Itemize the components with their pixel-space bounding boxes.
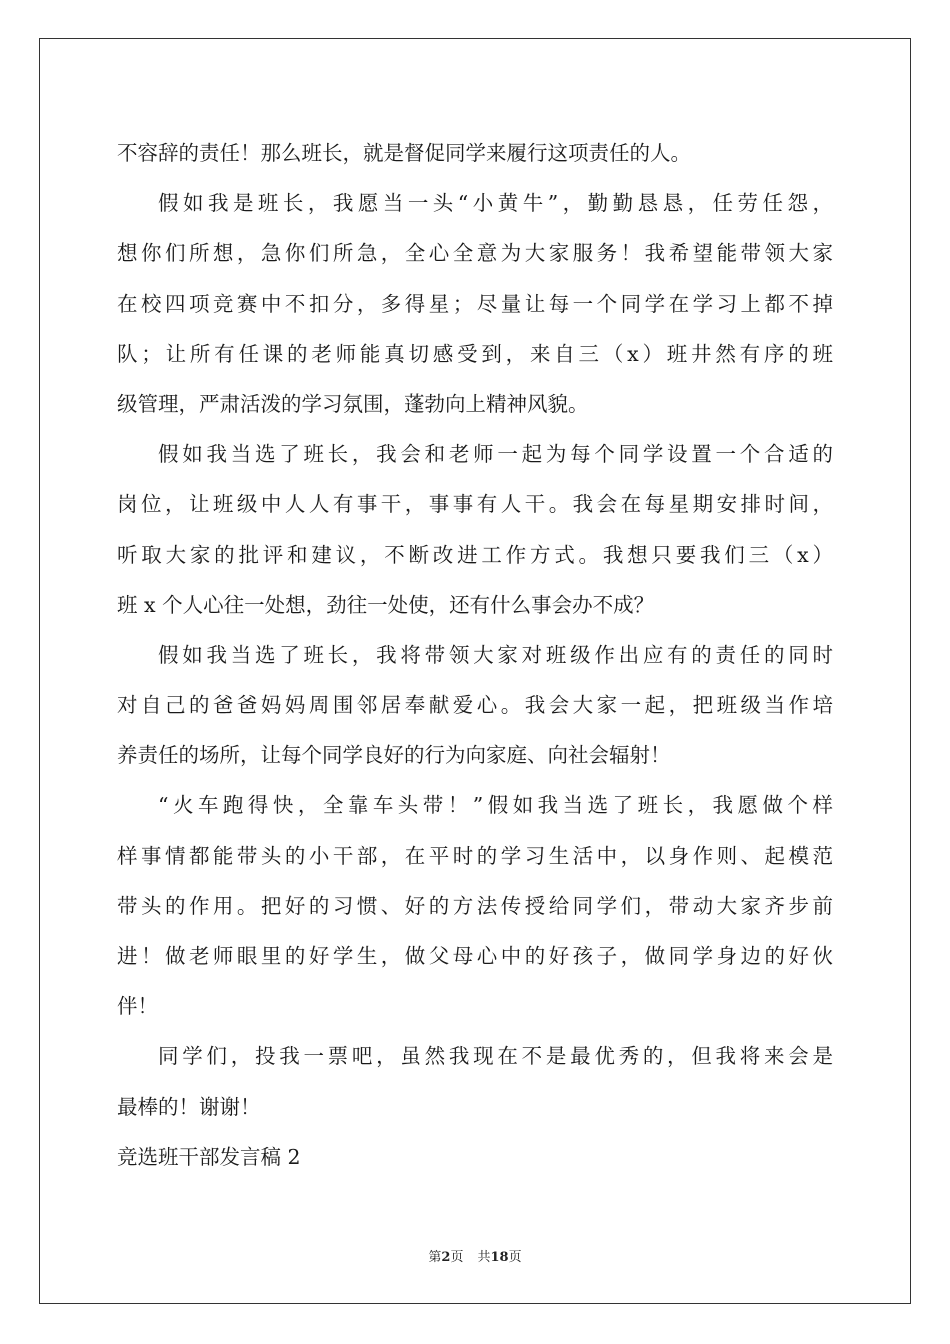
paragraph-start-line: “火车跑得快，全靠车头带！”假如我当选了班长，我愿做个样 — [158, 793, 833, 818]
page-suffix: 页 — [450, 1250, 464, 1265]
paragraph-start-line: 同学们，投我一票吧，虽然我现在不是最优秀的，但我将来会是 — [158, 1044, 833, 1069]
text-line: 养责任的场所，让每个同学良好的行为向家庭、向社会辐射！ — [117, 743, 671, 768]
paragraph-start-line: 假如我当选了班长，我将带领大家对班级作出应有的责任的同时 — [158, 642, 833, 667]
text-line: 进！做老师眼里的好学生，做父母心中的好孩子，做同学身边的好伙 — [117, 944, 833, 968]
page-prefix: 第 — [428, 1250, 442, 1265]
document-body — [117, 128, 833, 1182]
text-line: 伴！ — [117, 994, 158, 1019]
text-line: 队；让所有任课的老师能真切感受到，来自三（x）班井然有序的班 — [117, 341, 833, 366]
total-pages: 18 — [490, 1250, 509, 1265]
text-line: 想你们所想，急你们所急，全心全意为大家服务！我希望能带领大家 — [117, 241, 833, 266]
text-line: 级管理，严肃活泼的学习氛围，蓬勃向上精神风貌。 — [117, 391, 589, 416]
text-line: 不容辞的责任！那么班长，就是督促同学来履行这项责任的人。 — [117, 141, 691, 165]
text-line: 带头的作用。把好的习惯、好的方法传授给同学们，带动大家齐步前 — [117, 893, 833, 918]
text-line: 样事情都能带头的小干部，在平时的学习生活中，以身作则、起模范 — [117, 843, 833, 868]
paragraph-start-line: 假如我当选了班长，我会和老师一起为每个同学设置一个合适的 — [158, 442, 833, 467]
text-line: 最棒的！谢谢！ — [117, 1094, 261, 1119]
page-footer — [0, 1246, 950, 1265]
total-suffix: 页 — [508, 1250, 522, 1265]
total-prefix: 共 — [477, 1250, 491, 1265]
text-line: 对自己的爸爸妈妈周围邻居奉献爱心。我会大家一起，把班级当作培 — [117, 693, 833, 718]
page-number: 2 — [441, 1250, 451, 1265]
text-line: 岗位，让班级中人人有事干，事事有人干。我会在每星期安排时间， — [117, 492, 833, 517]
text-line: 班 x 个人心往一处想，劲往一处使，还有什么事会办不成？ — [117, 592, 655, 617]
text-line: 在校四项竞赛中不扣分，多得星；尽量让每一个同学在学习上都不掉 — [117, 291, 833, 316]
section-heading: 竞选班干部发言稿 2 — [117, 1144, 301, 1169]
text-line: 听取大家的批评和建议，不断改进工作方式。我想只要我们三（x） — [117, 542, 833, 567]
paragraph-start-line: 假如我是班长，我愿当一头“小黄牛”，勤勤恳恳，任劳任怨， — [158, 191, 833, 216]
